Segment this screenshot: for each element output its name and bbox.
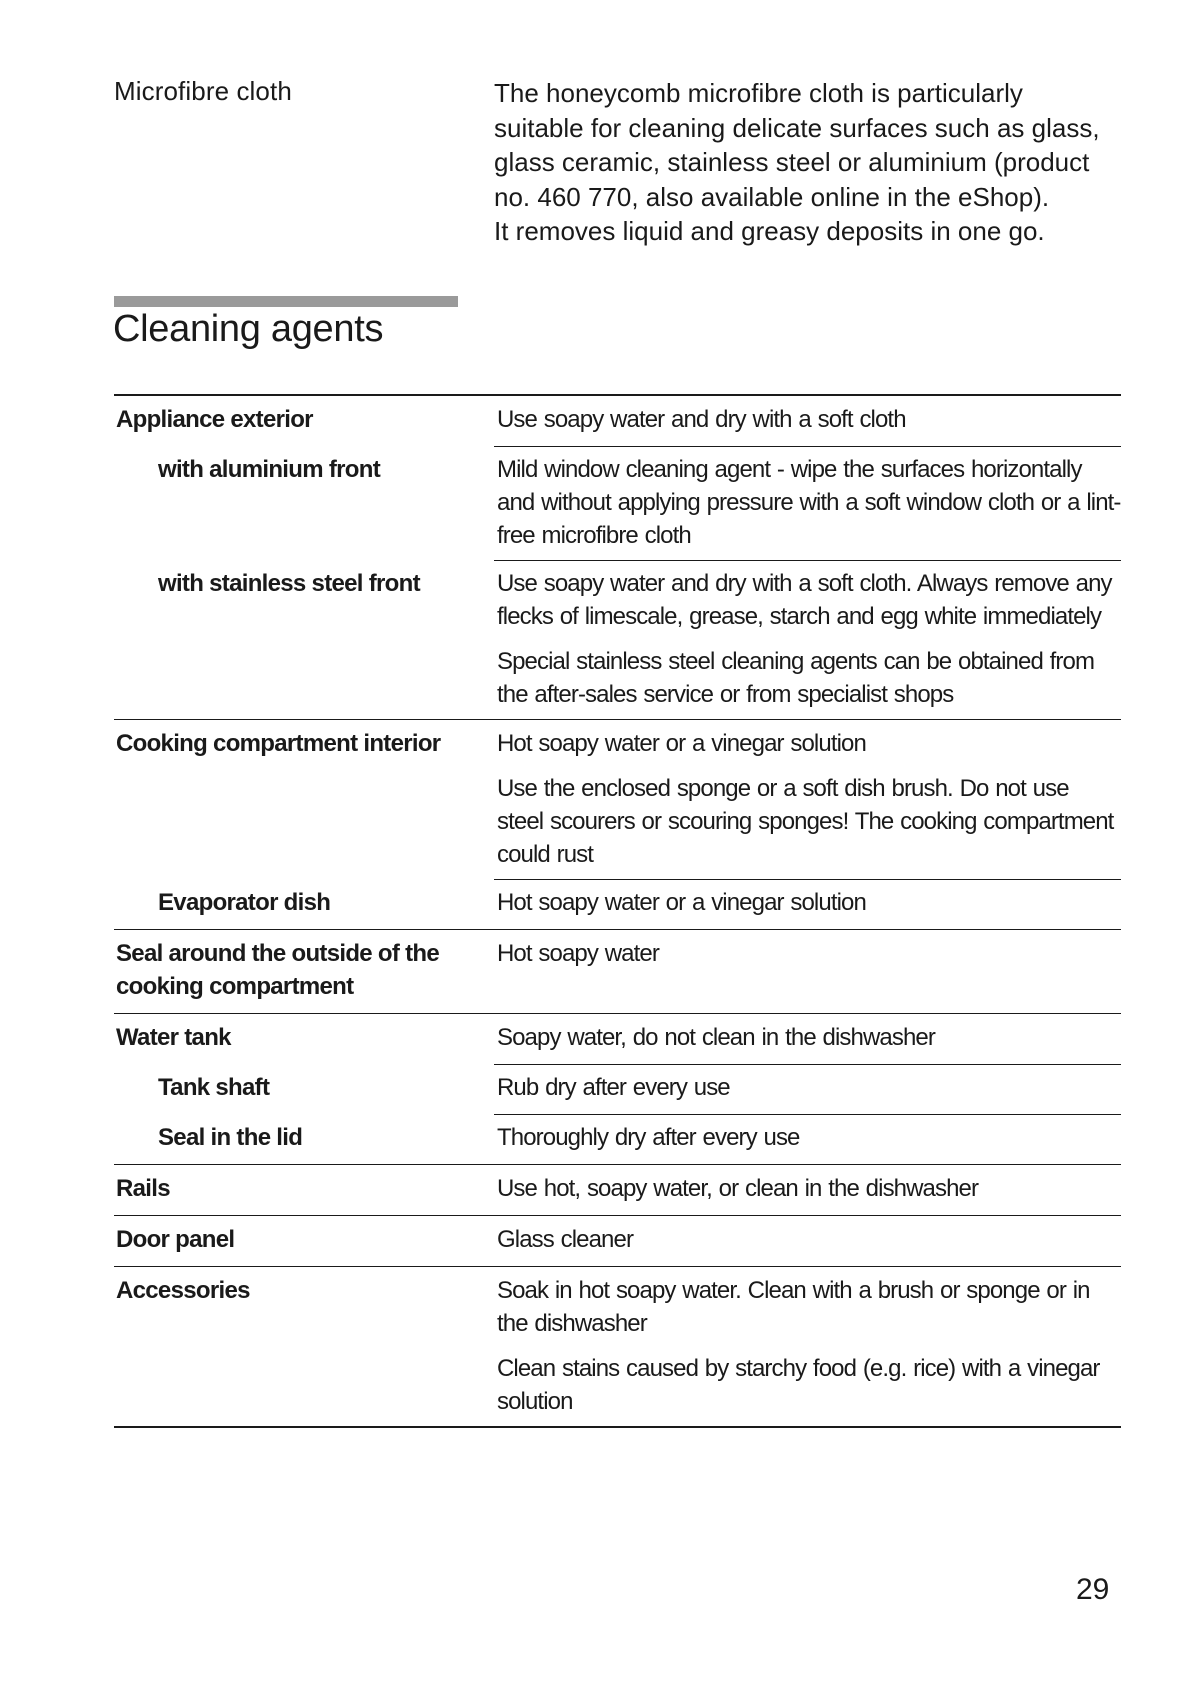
- description-paragraph: Hot soapy water or a vinegar solution: [497, 889, 866, 916]
- description-paragraph: Soak in hot soapy water. Clean with a brush or sponge or in the dishwasher: [497, 1277, 1090, 1337]
- row-description: [494, 1014, 1121, 1064]
- description-paragraph: Hot soapy water or a vinegar solution: [497, 730, 866, 757]
- table-row: [114, 560, 1121, 719]
- row-description: [494, 560, 1121, 719]
- row-description: [494, 1165, 1121, 1215]
- row-description: [494, 1216, 1121, 1266]
- table-row: [114, 1215, 1121, 1266]
- table-row: [114, 446, 1121, 560]
- table-row: [114, 719, 1121, 879]
- microfibre-cloth-label: Microfibre cloth: [114, 76, 292, 106]
- table-row: [114, 1114, 1121, 1164]
- row-label: Appliance exterior: [116, 406, 313, 433]
- page-title: Cleaning agents: [113, 308, 384, 350]
- microfibre-line: The honeycomb microfibre cloth is particularly: [494, 78, 1023, 108]
- description-paragraph: Use soapy water and dry with a soft cloth. Always remove any flecks of limescale, grease, starch and egg white immediately: [497, 570, 1112, 630]
- row-description: [494, 1064, 1121, 1114]
- row-label: with aluminium front: [158, 456, 380, 483]
- microfibre-line: glass ceramic, stainless steel or aluminium (product: [494, 147, 1090, 177]
- description-paragraph: Glass cleaner: [497, 1226, 634, 1253]
- description-paragraph: Thoroughly dry after every use: [497, 1124, 800, 1151]
- description-paragraph: Use the enclosed sponge or a soft dish brush. Do not use steel scourers or scouring sponges! The cooking compartment could rust: [497, 775, 1114, 868]
- row-label: Seal in the lid: [158, 1124, 303, 1151]
- description-paragraph: Use soapy water and dry with a soft cloth: [497, 406, 906, 433]
- microfibre-cloth-description: [494, 76, 1134, 249]
- row-label: Rails: [116, 1175, 170, 1202]
- description-paragraph: Clean stains caused by starchy food (e.g. rice) with a vinegar solution: [497, 1355, 1100, 1415]
- row-label: Seal around the outside of the cooking compartment: [116, 940, 440, 1000]
- cleaning-agents-table: [114, 394, 1121, 1428]
- row-description: [494, 446, 1121, 560]
- table-row: [114, 1164, 1121, 1215]
- row-description: [494, 1267, 1121, 1426]
- table-row: [114, 396, 1121, 446]
- page-number: 29: [1076, 1573, 1110, 1606]
- heading-rule: [114, 296, 458, 307]
- row-label: with stainless steel front: [158, 570, 420, 597]
- microfibre-line: It removes liquid and greasy deposits in one go.: [494, 216, 1045, 246]
- row-description: [494, 879, 1121, 929]
- description-paragraph: Mild window cleaning agent - wipe the surfaces horizontally and without applying pressure with a soft window cloth or a lint-free microfibre cloth: [497, 456, 1121, 549]
- microfibre-line: suitable for cleaning delicate surfaces such as glass,: [494, 112, 1100, 143]
- table-row: [114, 1013, 1121, 1064]
- row-label: Tank shaft: [158, 1074, 270, 1101]
- table-row: [114, 879, 1121, 929]
- row-label: Cooking compartment interior: [116, 730, 441, 757]
- row-description: [494, 720, 1121, 879]
- row-label: Evaporator dish: [158, 889, 331, 916]
- table-row: [114, 1266, 1121, 1426]
- row-label: Accessories: [116, 1277, 250, 1304]
- row-label: Door panel: [116, 1226, 235, 1253]
- row-description: [494, 396, 1121, 446]
- description-paragraph: Use hot, soapy water, or clean in the dishwasher: [497, 1175, 979, 1202]
- row-description: [494, 1114, 1121, 1164]
- row-description: [494, 930, 1121, 1013]
- description-paragraph: Rub dry after every use: [497, 1074, 730, 1101]
- row-label: Water tank: [116, 1024, 231, 1051]
- description-paragraph: Hot soapy water: [497, 940, 659, 967]
- microfibre-line: no. 460 770, also available online in the eShop).: [494, 181, 1050, 212]
- table-row: [114, 929, 1121, 1013]
- description-paragraph: Soapy water, do not clean in the dishwasher: [497, 1024, 935, 1051]
- table-row: [114, 1064, 1121, 1114]
- description-paragraph: Special stainless steel cleaning agents can be obtained from the after-sales service or from specialist shops: [497, 648, 1095, 708]
